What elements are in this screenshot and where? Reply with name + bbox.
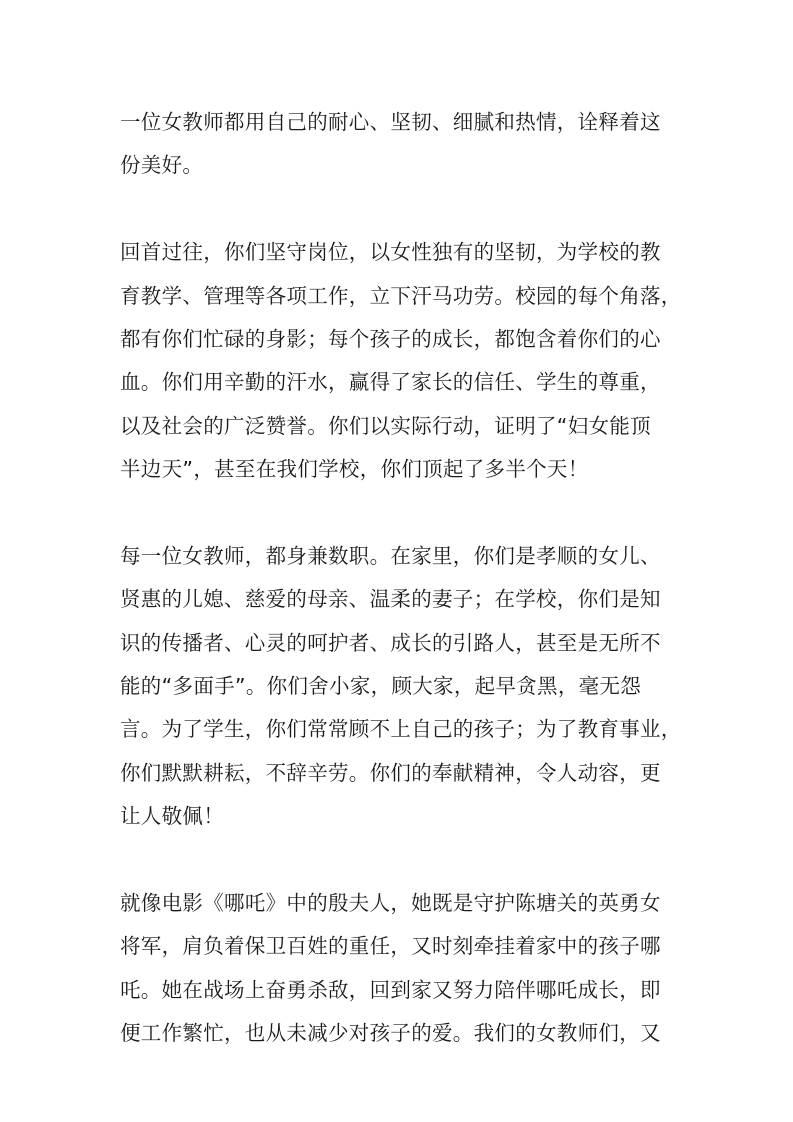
text-line: 识的传播者、心灵的呵护者、成长的引路人，甚至是无所不	[120, 630, 661, 655]
text-line: 育教学、管理等各项工作，立下汗马功劳。校园的每个角落，	[120, 283, 682, 308]
text-line: 半边天”，甚至在我们学校，你们顶起了多半个天！	[120, 457, 589, 482]
text-line: 吒。她在战场上奋勇杀敌，回到家又努力陪伴哪吒成长，即	[120, 977, 661, 1002]
text-line: 你们默默耕耘，不辞辛劳。你们的奉献精神，令人动容，更	[120, 760, 661, 785]
paragraph-3	[120, 535, 690, 839]
text-line: 就像电影《哪吒》中的殷夫人，她既是守护陈塘关的英勇女	[120, 891, 661, 916]
text-line: 能的“多面手”。你们舍小家，顾大家，起早贪黑，毫无怨	[120, 674, 642, 699]
text-line: 言。为了学生，你们常常顾不上自己的孩子；为了教育事业，	[120, 717, 682, 742]
text-line: 以及社会的广泛赞誉。你们以实际行动，证明了“妇女能顶	[120, 413, 651, 438]
text-line: 都有你们忙碌的身影；每个孩子的成长，都饱含着你们的心	[120, 326, 661, 351]
text-line: 将军，肩负着保卫百姓的重任，又时刻牵挂着家中的孩子哪	[120, 934, 661, 959]
text-line: 一位女教师都用自己的耐心、坚韧、细腻和热情，诠释着这	[120, 110, 661, 134]
text-line: 回首过往，你们坚守岗位，以女性独有的坚韧，为学校的教	[120, 240, 661, 265]
text-line: 份美好。	[120, 153, 204, 178]
paragraph-2	[120, 231, 690, 491]
paragraph-4	[120, 882, 690, 1056]
text-line: 让人敬佩！	[120, 804, 224, 829]
paragraph-1	[120, 101, 690, 188]
text-line: 血。你们用辛勤的汗水，赢得了家长的信任、学生的尊重，	[120, 370, 661, 395]
text-line: 贤惠的儿媳、慈爱的母亲、温柔的妻子；在学校，你们是知	[120, 587, 661, 612]
text-line: 每一位女教师，都身兼数职。在家里，你们是孝顺的女儿、	[120, 543, 661, 568]
text-line: 便工作繁忙，也从未减少对孩子的爱。我们的女教师们，又	[120, 1021, 661, 1046]
document-body	[120, 101, 690, 1099]
